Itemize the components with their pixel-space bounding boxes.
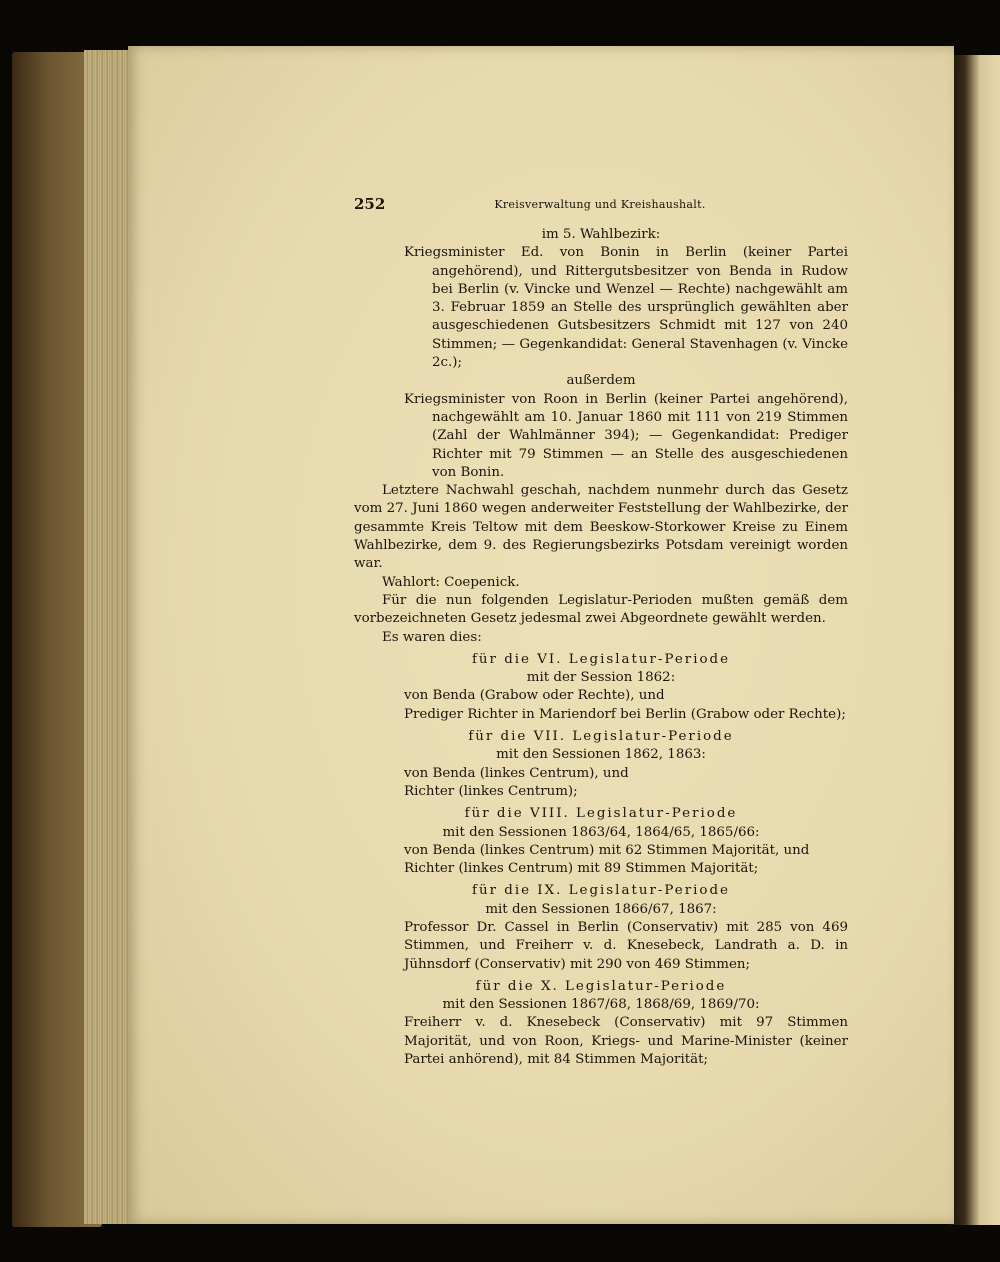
section-heading: außerdem — [566, 373, 636, 389]
paragraph: Professor Dr. Cassel in Berlin (Conservativ) mit 285 von 469 Stimmen, und Freiherr v. d. Knesebeck, Landrath a. D. in Jühnsdorf (Conservativ) mit 290 von 469 Stimmen; — [404, 919, 848, 972]
page-number: 252 — [354, 195, 386, 213]
paragraph: Für die nun folgenden Legislatur-Perioden mußten gemäß dem vorbezeichneten Gesetz jedesmal zwei Abgeordnete gewählt werden. — [354, 592, 848, 627]
paragraph: von Benda (linkes Centrum) mit 62 Stimmen Majorität, und — [404, 842, 810, 858]
section-heading: für die X. Legislatur-Periode — [475, 978, 727, 994]
section-heading: mit der Session 1862: — [526, 670, 676, 686]
paragraph: von Benda (Grabow oder Rechte), und — [404, 688, 665, 704]
paragraph: Freiherr v. d. Knesebeck (Conservativ) mit 97 Stimmen Majorität, und von Roon, Kriegs- und Marine-Minister (keiner Partei anhörend), mit 84 Stimmen Majorität; — [404, 1015, 848, 1068]
section-heading: im 5. Wahlbezirk: — [541, 227, 661, 242]
facing-page-edge — [950, 55, 1000, 1225]
section-heading: mit den Sessionen 1866/67, 1867: — [485, 901, 717, 917]
section-heading: mit den Sessionen 1867/68, 1868/69, 1869/70: — [442, 997, 760, 1013]
section-heading: für die VII. Legislatur-Periode — [468, 729, 734, 745]
paragraph: Wahlort: Coepenick. — [382, 574, 520, 590]
page-header — [354, 195, 846, 219]
section-heading: für die IX. Legislatur-Periode — [472, 883, 730, 899]
paragraph: Richter (linkes Centrum); — [404, 783, 578, 799]
section-heading: für die VI. Legislatur-Periode — [471, 651, 731, 667]
paragraph: Richter (linkes Centrum) mit 89 Stimmen Majorität; — [404, 861, 759, 877]
section-heading: für die VIII. Legislatur-Periode — [464, 806, 738, 822]
paragraph: Letztere Nachwahl geschah, nachdem nunmehr durch das Gesetz vom 27. Juni 1860 wegen anderweiter Feststellung der Wahlbezirke, der gesammte Kreis Teltow mit dem Beeskow-Storkower Kreise zu Einem Wahlbezirke, dem 9. des Regierungsbezirks Potsdam vereinigt worden war. — [354, 483, 848, 572]
page-body — [354, 226, 848, 1069]
paragraph: Kriegsminister von Roon in Berlin (keiner Partei angehörend), nachgewählt am 10. Januar 1860 mit 111 von 219 Stimmen (Zahl der Wahlmänner 394); — Gegenkandidat: Prediger Richter mit 79 Stimmen — an Stelle des ausgeschiedenen von Bonin. — [404, 391, 848, 480]
running-head: Kreisverwaltung und Kreishaushalt. — [494, 198, 706, 211]
paragraph: Prediger Richter in Mariendorf bei Berlin (Grabow oder Rechte); — [404, 706, 846, 722]
section-heading: mit den Sessionen 1862, 1863: — [496, 747, 706, 763]
paragraph: von Benda (linkes Centrum), und — [404, 765, 629, 781]
paragraph: Es waren dies: — [382, 629, 482, 645]
section-heading: mit den Sessionen 1863/64, 1864/65, 1865/66: — [442, 824, 760, 840]
paragraph: Kriegsminister Ed. von Bonin in Berlin (keiner Partei angehörend), und Rittergutsbesitzer von Benda in Rudow bei Berlin (v. Vincke und Wenzel — Rechte) nachgewählt am 3. Februar 1859 an Stelle des ursprünglich gewählten aber ausgeschiedenen Gutsbesitzers Schmidt mit 127 von 240 Stimmen; — Gegenkandidat: General Stavenhagen (v. Vincke 2c.); — [404, 245, 848, 371]
